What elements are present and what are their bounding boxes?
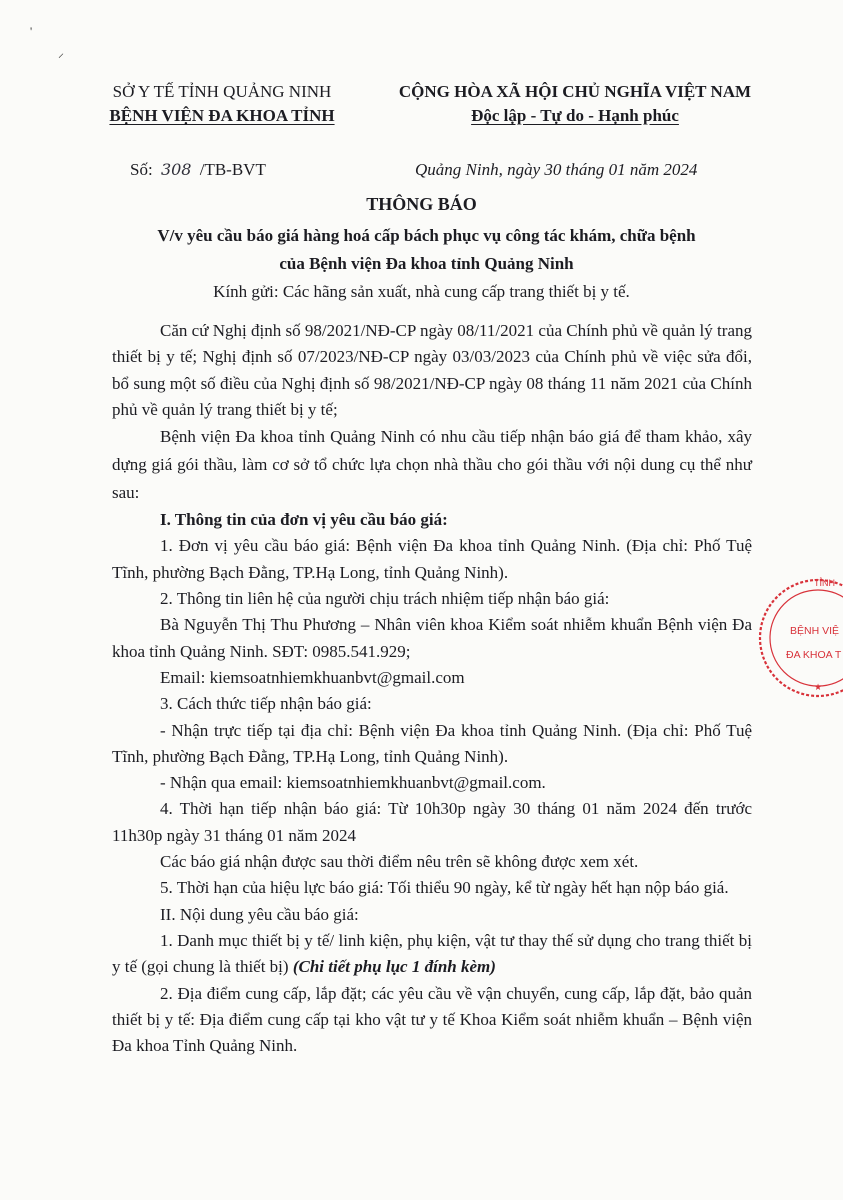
stamp-outer-ring xyxy=(760,580,843,696)
hospital-seal-stamp xyxy=(752,572,843,702)
list-item: 3. Cách thức tiếp nhận báo giá: xyxy=(160,694,372,714)
document-subject xyxy=(60,222,793,278)
document-title: THÔNG BÁO xyxy=(366,194,477,214)
stamp-inner-ring xyxy=(770,590,843,686)
document-body xyxy=(112,318,752,1059)
paragraph-legal-basis: Căn cứ Nghị định số 98/2021/NĐ-CP ngày 08/11/2021 của Chính phủ về quản lý trang thiết bị y tế; Nghị định số 07/2023/NĐ-CP ngày 03/03/2023 của Chính phủ về việc sửa đổi, bổ sung một số điều của Nghị định số 98/2021/NĐ-CP ngày 08 tháng 11 năm 2021 của Chính phủ về quản lý trang thiết bị y tế; xyxy=(112,321,752,419)
stamp-text-line2: ĐA KHOA T xyxy=(786,649,842,661)
document-number-suffix: /TB-BVT xyxy=(199,160,266,179)
subject-line-1: V/v yêu cầu báo giá hàng hoá cấp bách phục vụ công tác khám, chữa bệnh xyxy=(157,226,696,245)
list-item: 4. Thời hạn tiếp nhận báo giá: Từ 10h30p ngày 30 tháng 01 năm 2024 đến trước 11h30p ngày 31 tháng 01 năm 2024 xyxy=(112,799,752,845)
section-heading-1: I. Thông tin của đơn vị yêu cầu báo giá: xyxy=(160,510,448,530)
document-number-handwritten: 308 xyxy=(160,160,192,179)
nation-motto: Độc lập - Tự do - Hạnh phúc xyxy=(471,106,679,125)
star-icon: ★ xyxy=(814,683,823,693)
margin-mark: ⸝ xyxy=(58,46,65,60)
list-item: 2. Thông tin liên hệ của người chịu trách nhiệm tiếp nhận báo giá: xyxy=(160,589,610,609)
subject-line-2: của Bệnh viện Đa khoa tỉnh Quảng Ninh xyxy=(279,254,574,273)
document-date: Quảng Ninh, ngày 30 tháng 01 năm 2024 xyxy=(415,160,698,179)
contact-email: Email: kiemsoatnhiemkhuanbvt@gmail.com xyxy=(160,667,465,687)
list-item: 5. Thời hạn của hiệu lực báo giá: Tối thiểu 90 ngày, kể từ ngày hết hạn nộp báo giá. xyxy=(160,878,729,898)
contact-person: Bà Nguyễn Thị Thu Phương – Nhân viên khoa Kiểm soát nhiễm khuẩn Bệnh viện Đa khoa tỉnh Quảng Ninh. SĐT: 0985.541.929; xyxy=(112,615,752,661)
appendix-reference: (Chi tiết phụ lục 1 đính kèm) xyxy=(292,957,496,977)
deadline-note: Các báo giá nhận được sau thời điểm nêu trên sẽ không được xem xét. xyxy=(160,852,639,872)
list-item: 2. Địa điểm cung cấp, lắp đặt; các yêu cầu về vận chuyển, cung cấp, lắp đặt, bảo quản thiết bị y tế: Địa điểm cung cấp tại kho vật tư y tế Khoa Kiểm soát nhiễm khuẩn – Bệnh viện Đa khoa Tỉnh Quảng Ninh. xyxy=(112,983,752,1056)
document-number-prefix: Số: xyxy=(130,160,153,179)
stamp-text-line1: BỆNH VIỆ xyxy=(790,625,840,637)
recipient-line: Kính gửi: Các hãng sản xuất, nhà cung cấp trang thiết bị y tế. xyxy=(213,282,630,301)
list-item-text: 1. Danh mục thiết bị y tế/ linh kiện, phụ kiện, vật tư thay thế sử dụng cho trang thiết bị y tế (gọi chung là thiết bị) xyxy=(112,930,752,977)
receive-direct: - Nhận trực tiếp tại địa chỉ: Bệnh viện Đa khoa tỉnh Quảng Ninh. (Địa chỉ: Phố Tuệ Tĩnh, phường Bạch Đằng, TP.Hạ Long, tỉnh Quảng Ninh). xyxy=(112,720,752,766)
agency-line-1: SỞ Y TẾ TỈNH QUẢNG NINH xyxy=(112,82,332,101)
agency-line-2: BỆNH VIỆN ĐA KHOA TỈNH xyxy=(109,106,335,125)
agency-header xyxy=(82,80,362,128)
document-number xyxy=(130,158,266,182)
nation-header xyxy=(380,80,770,128)
list-item xyxy=(112,928,752,981)
margin-mark: ' xyxy=(30,24,33,38)
section-heading-2: II. Nội dung yêu cầu báo giá: xyxy=(160,904,359,924)
receive-email: - Nhận qua email: kiemsoatnhiemkhuanbvt@gmail.com. xyxy=(160,773,546,793)
nation-line-1: CỘNG HÒA XÃ HỘI CHỦ NGHĨA VIỆT NAM xyxy=(398,82,752,101)
stamp-text-top: TỈNH xyxy=(814,578,835,588)
paragraph-purpose: Bệnh viện Đa khoa tỉnh Quảng Ninh có nhu cầu tiếp nhận báo giá để tham khảo, xây dựng giá gói thầu, làm cơ sở tổ chức lựa chọn nhà thầu cho gói thầu với nội dung cụ thể như sau: xyxy=(112,427,752,503)
list-item: 1. Đơn vị yêu cầu báo giá: Bệnh viện Đa khoa tỉnh Quảng Ninh. (Địa chỉ: Phố Tuệ Tĩnh, phường Bạch Đằng, TP.Hạ Long, tỉnh Quảng Ninh). xyxy=(112,536,752,582)
